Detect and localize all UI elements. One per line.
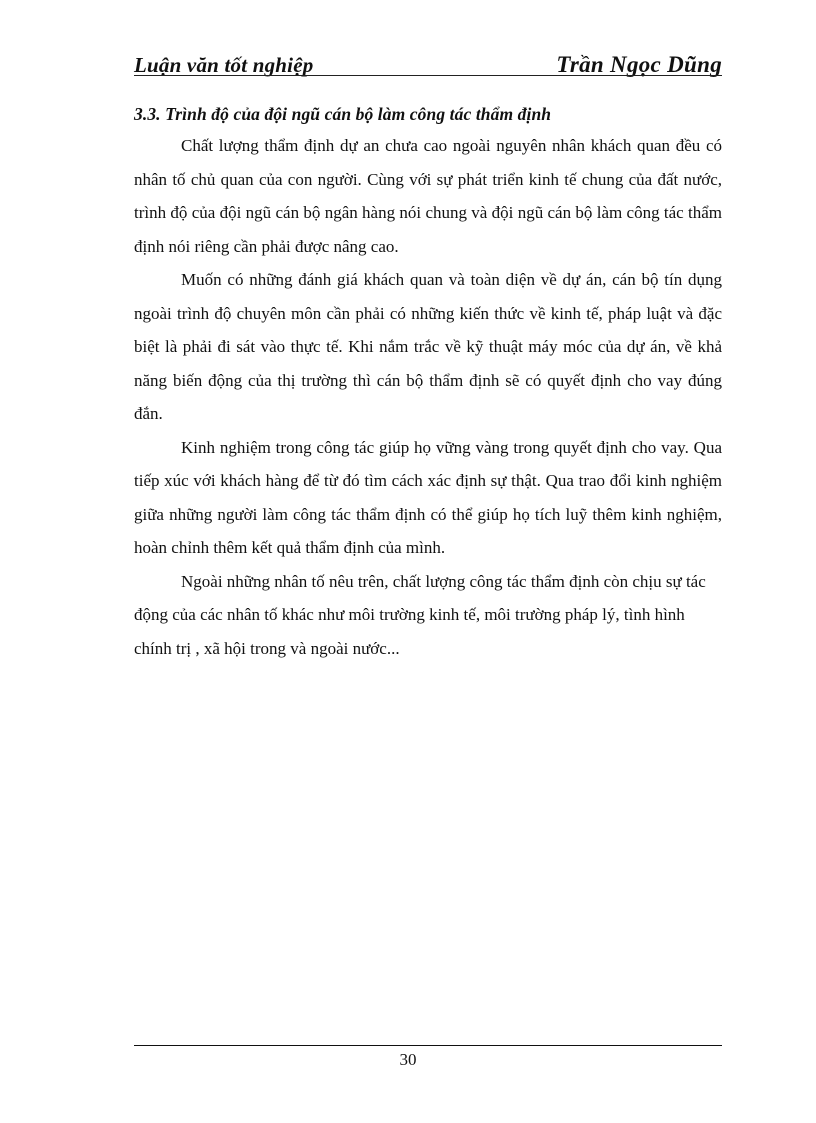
footer-divider — [134, 1045, 722, 1046]
header-thesis-label: Luận văn tốt nghiệp — [134, 53, 314, 77]
page-number: 30 — [399, 1050, 417, 1069]
paragraph-4: Ngoài những nhân tố nêu trên, chất lượng công tác thẩm định còn chịu sự tác động của các nhân tố khác như môi trường kinh tế, môi trường pháp lý, tình hình chính trị , xã hội trong và ngoài nước... — [134, 571, 706, 658]
header-divider — [134, 75, 722, 76]
paragraph-1: Chất lượng thẩm định dự an chưa cao ngoài nguyên nhân khách quan đều có nhân tố chủ quan của con người. Cùng với sự phát triển kinh tế chung của đất nước, trình độ của đội ngũ cán bộ ngân hàng nói chung và đội ngũ cán bộ làm công tác thẩm định nói riêng cần phải được nâng cao. — [134, 136, 722, 256]
header-author-name: Trần Ngọc Dũng — [556, 52, 722, 77]
body-text — [134, 129, 722, 665]
paragraph-2: Muốn có những đánh giá khách quan và toàn diện về dự án, cán bộ tín dụng ngoài trình độ chuyên môn cần phải có những kiến thức về kinh tế, pháp luật và đặc biệt là phải đi sát vào thực tế. Khi nắm trắc về kỹ thuật máy móc của dự án, về khả năng biến động của thị trường thì cán bộ thẩm định sẽ có quyết định cho vay đúng đắn. — [134, 270, 722, 423]
paragraph-3: Kinh nghiệm trong công tác giúp họ vững vàng trong quyết định cho vay. Qua tiếp xúc với khách hàng để từ đó tìm cách xác định sự thật. Qua trao đổi kinh nghiệm giữa những người làm công tác thẩm định có thể giúp họ tích luỹ thêm kinh nghiệm, hoàn chỉnh thêm kết quả thẩm định của mình. — [134, 437, 722, 557]
section-heading: 3.3. Trình độ của đội ngũ cán bộ làm công tác thẩm định — [134, 104, 552, 124]
page-header — [134, 50, 722, 80]
